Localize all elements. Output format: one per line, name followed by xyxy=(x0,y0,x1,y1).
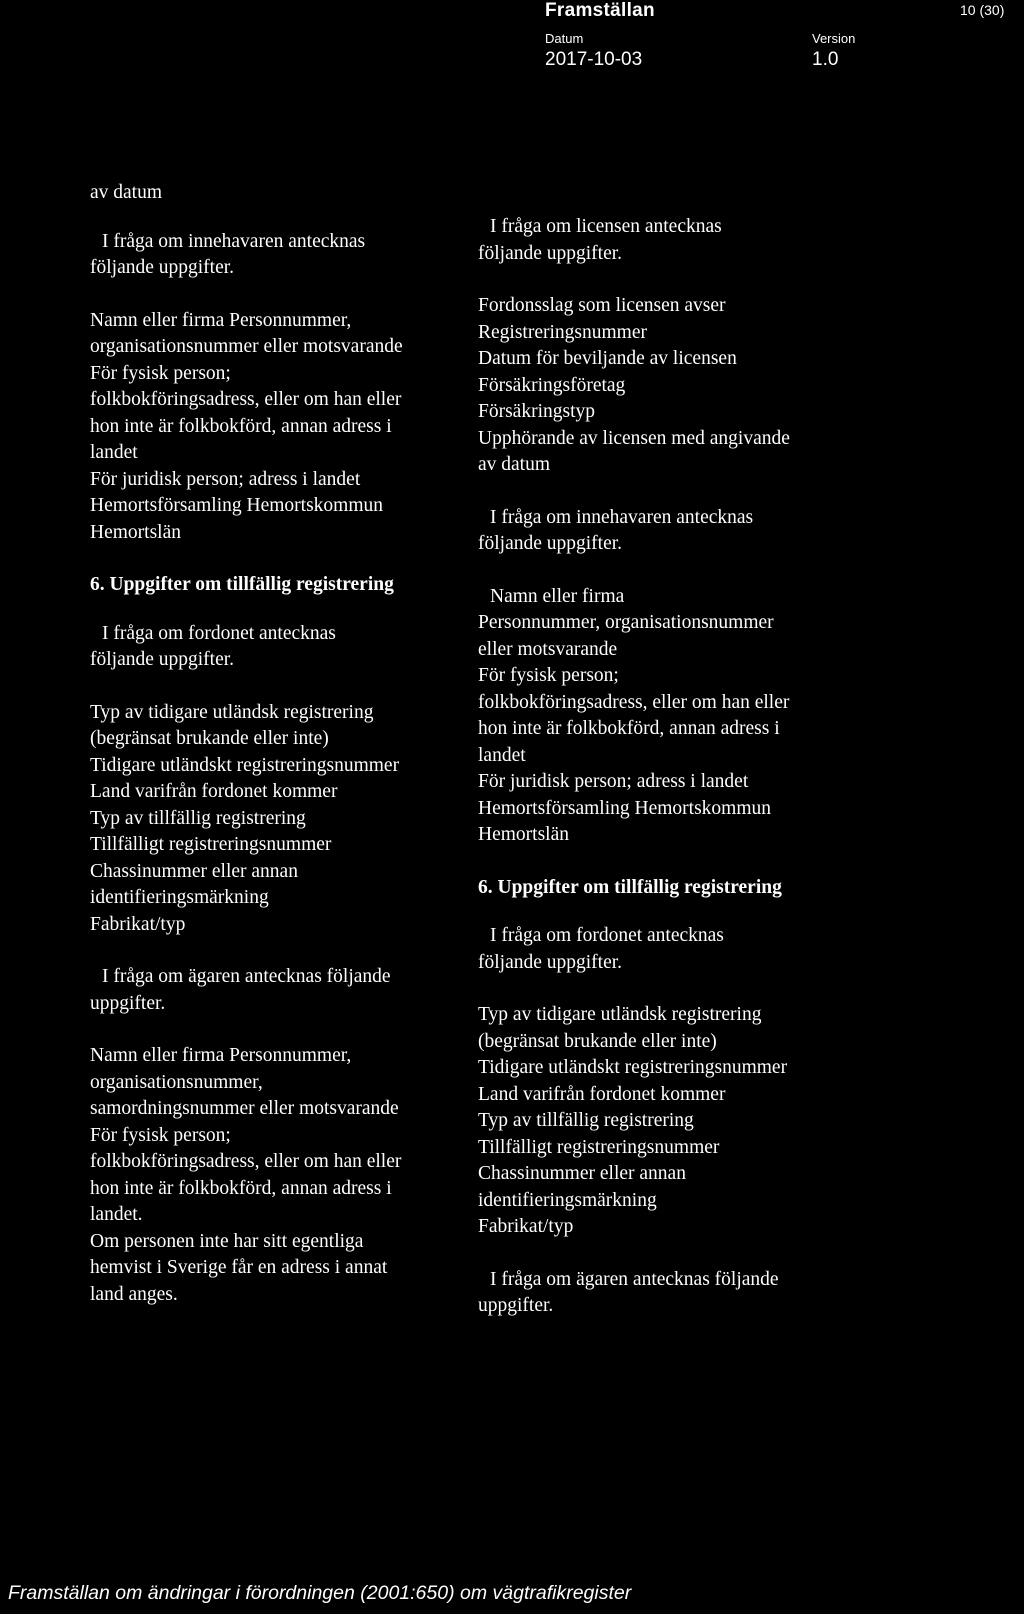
text-line: Typ av tillfällig registrering xyxy=(90,807,306,829)
text-line: Upphörande av licensen med angivande xyxy=(478,427,790,449)
text-line: Personnummer, organisationsnummer xyxy=(478,612,774,633)
text-line: organisationsnummer, xyxy=(90,1071,263,1093)
text-line: Chassinummer eller annan xyxy=(90,860,298,882)
text-line: Tidigare utländskt registreringsnummer xyxy=(90,754,400,776)
text-line: I fråga om innehavaren antecknas xyxy=(102,230,366,252)
text-line: uppgifter. xyxy=(478,1295,554,1316)
right-column xyxy=(478,214,878,1320)
footer-title: Framställan om ändringar i förordningen (2001:650) om vägtrafikregister xyxy=(8,1582,632,1604)
date-label: Datum xyxy=(545,31,584,46)
section-heading: 6. Uppgifter om tillfällig registrering xyxy=(90,574,394,595)
text-line: Typ av tillfällig registrering xyxy=(478,1110,694,1131)
text-line: Registreringsnummer xyxy=(478,321,647,343)
text-line: Fordonsslag som licensen avser xyxy=(478,295,726,316)
text-line: Fabrikat/typ xyxy=(478,1216,574,1237)
document-title: Framställan xyxy=(545,0,655,21)
text-line: av datum xyxy=(90,182,163,203)
text-line: landet xyxy=(90,442,138,463)
version-label: Version xyxy=(812,31,856,46)
date-value: 2017-10-03 xyxy=(545,49,643,70)
text-line: För fysisk person; xyxy=(478,665,619,686)
text-line: landet xyxy=(478,744,526,766)
text-line: Försäkringstyp xyxy=(478,401,595,422)
text-line: I fråga om fordonet antecknas xyxy=(102,622,336,644)
text-line: Namn eller firma Personnummer, xyxy=(90,1045,352,1066)
text-line: Hemortslän xyxy=(90,521,181,543)
text-line: organisationsnummer eller motsvarande xyxy=(90,336,403,357)
text-line: Tillfälligt registreringsnummer xyxy=(90,834,332,855)
text-line: Namn eller firma xyxy=(490,585,625,607)
text-line: Hemortslän xyxy=(478,824,569,845)
text-line: följande uppgifter. xyxy=(90,649,235,670)
left-column xyxy=(90,180,470,1308)
text-line: följande uppgifter. xyxy=(478,951,623,973)
text-line: Tillfälligt registreringsnummer xyxy=(478,1136,720,1158)
text-line: Om personen inte har sitt egentliga xyxy=(90,1230,364,1252)
text-line: hon inte är folkbokförd, annan adress i xyxy=(90,1177,392,1199)
text-line: hon inte är folkbokförd, annan adress i xyxy=(478,718,780,739)
text-line: Tidigare utländskt registreringsnummer xyxy=(478,1057,788,1078)
text-line: I fråga om fordonet antecknas xyxy=(490,925,724,946)
text-line: Datum för beviljande av licensen xyxy=(478,348,737,369)
text-line: hemvist i Sverige får en adress i annat xyxy=(90,1257,388,1278)
text-line: eller motsvarande xyxy=(478,638,618,660)
text-line: Chassinummer eller annan xyxy=(478,1163,686,1184)
text-line: För juridisk person; adress i landet xyxy=(90,468,361,490)
section-heading: 6. Uppgifter om tillfällig registrering xyxy=(478,876,782,898)
text-line: Typ av tidigare utländsk registrering xyxy=(478,1004,762,1025)
text-line: Hemortsförsamling Hemortskommun xyxy=(90,495,384,516)
text-line: Typ av tidigare utländsk registrering xyxy=(90,701,374,723)
text-line: Fabrikat/typ xyxy=(90,913,186,935)
text-line: Land varifrån fordonet kommer xyxy=(90,781,338,802)
text-line: följande uppgifter. xyxy=(90,257,235,278)
text-line: För fysisk person; xyxy=(90,362,231,384)
text-line: folkbokföringsadress, eller om han eller xyxy=(90,389,402,410)
text-line: För fysisk person; xyxy=(90,1124,231,1146)
text-line: I fråga om ägaren antecknas följande xyxy=(102,966,391,987)
text-line: (begränsat brukande eller inte) xyxy=(90,728,329,749)
text-line: folkbokföringsadress, eller om han eller xyxy=(478,691,790,713)
text-line: hon inte är folkbokförd, annan adress i xyxy=(90,415,392,437)
text-line: Land varifrån fordonet kommer xyxy=(478,1083,726,1105)
text-line: samordningsnummer eller motsvarande xyxy=(90,1098,399,1119)
page-number: 10 (30) xyxy=(960,2,1005,18)
text-line: land anges. xyxy=(90,1283,178,1305)
text-line: landet. xyxy=(90,1204,143,1225)
text-line: I fråga om innehavaren antecknas xyxy=(490,506,754,528)
text-line: (begränsat brukande eller inte) xyxy=(478,1030,717,1052)
text-line: Försäkringsföretag xyxy=(478,374,626,396)
text-line: Namn eller firma Personnummer, xyxy=(90,309,352,331)
version-value: 1.0 xyxy=(812,49,839,70)
text-line: av datum xyxy=(478,454,551,475)
text-line: folkbokföringsadress, eller om han eller xyxy=(90,1151,402,1172)
text-line: I fråga om ägaren antecknas följande xyxy=(490,1268,779,1290)
text-line: identifieringsmärkning xyxy=(90,887,269,908)
text-line: identifieringsmärkning xyxy=(478,1189,657,1211)
text-line: uppgifter. xyxy=(90,992,166,1014)
text-line: I fråga om licensen antecknas xyxy=(490,216,722,237)
text-line: För juridisk person; adress i landet xyxy=(478,771,749,792)
text-line: följande uppgifter. xyxy=(478,242,623,264)
text-line: följande uppgifter. xyxy=(478,533,623,554)
text-line: Hemortsförsamling Hemortskommun xyxy=(478,797,772,819)
